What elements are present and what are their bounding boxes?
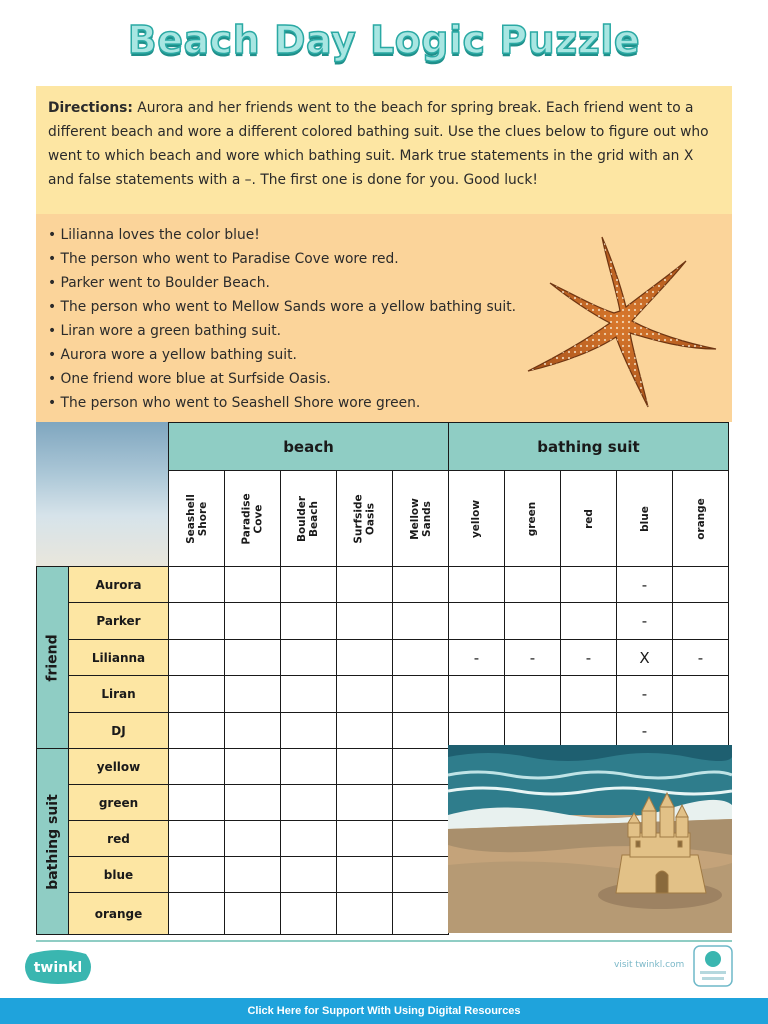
side-header-label: friend	[44, 633, 61, 682]
column-header-suit	[560, 470, 617, 567]
row-label-suit: red	[68, 820, 169, 857]
grid-cell[interactable]	[224, 784, 281, 821]
grid-cell[interactable]	[336, 784, 393, 821]
grid-cell[interactable]: -	[616, 675, 673, 713]
grid-cell[interactable]	[392, 566, 449, 603]
grid-cell[interactable]	[168, 566, 225, 603]
row-label-suit: blue	[68, 856, 169, 893]
twinkl-logo[interactable]	[22, 950, 94, 984]
grid-cell[interactable]	[168, 712, 225, 749]
grid-cell[interactable]	[336, 748, 393, 785]
grid-cell[interactable]	[448, 602, 505, 640]
twinkl-logo-text: twinkl	[33, 960, 83, 976]
grid-cell[interactable]	[392, 602, 449, 640]
visit-link[interactable]: visit twinkl.com	[614, 960, 685, 970]
column-header-label: red	[582, 508, 595, 529]
column-header-label: Paradise Cove	[240, 492, 265, 545]
beach-header: beach	[168, 422, 449, 471]
grid-cell[interactable]	[280, 566, 337, 603]
grid-cell[interactable]	[448, 712, 505, 749]
column-header-suit	[448, 470, 505, 567]
grid-cell[interactable]	[280, 784, 337, 821]
directions-text: Aurora and her friends went to the beach for spring break. Each friend went to a different beach and wore a different colored bathing suit. Use the clues below to figure out who went to which beach and wore which bathing suit. Mark true statements in the grid with an X and false statements with a –. The first one is done for you. Good luck!	[48, 100, 709, 188]
column-header-label: Seashell Shore	[184, 493, 209, 544]
grid-cell[interactable]	[448, 675, 505, 713]
row-label-friend: DJ	[68, 712, 169, 749]
grid-cell[interactable]	[224, 856, 281, 893]
grid-cell[interactable]	[168, 820, 225, 857]
grid-cell[interactable]	[280, 712, 337, 749]
column-header-label: Mellow Sands	[408, 497, 433, 540]
row-label-friend: Lilianna	[68, 639, 169, 676]
grid-cell[interactable]	[504, 675, 561, 713]
column-header-suit	[616, 470, 673, 567]
page-title: Beach Day Logic Puzzle	[127, 18, 641, 62]
row-label-suit: green	[68, 784, 169, 821]
grid-cell[interactable]	[392, 784, 449, 821]
side-header-label: bathing suit	[44, 793, 61, 890]
grid-cell[interactable]	[448, 566, 505, 603]
grid-cell[interactable]	[336, 856, 393, 893]
grid-cell[interactable]	[560, 712, 617, 749]
row-label-friend: Parker	[68, 602, 169, 640]
row-label-friend: Aurora	[68, 566, 169, 603]
grid-cell[interactable]	[168, 639, 225, 676]
grid-cell[interactable]	[280, 602, 337, 640]
column-header-beach	[224, 470, 281, 567]
grid-cell[interactable]	[392, 675, 449, 713]
grid-cell[interactable]	[280, 892, 337, 935]
grid-cell[interactable]	[280, 820, 337, 857]
directions-box	[36, 86, 732, 214]
sky-illustration	[36, 422, 168, 566]
grid-cell[interactable]	[168, 675, 225, 713]
clue-item: • Liran wore a green bathing suit.	[48, 319, 720, 343]
grid-cell[interactable]	[224, 602, 281, 640]
grid-cell[interactable]	[504, 602, 561, 640]
column-header-suit	[672, 470, 729, 567]
grid-cell[interactable]: -	[560, 639, 617, 676]
grid-cell[interactable]	[224, 820, 281, 857]
friend-side-header	[36, 566, 69, 749]
grid-cell[interactable]	[224, 675, 281, 713]
column-header-beach	[280, 470, 337, 567]
clue-item: • One friend wore blue at Surfside Oasis.	[48, 367, 720, 391]
grid-cell[interactable]: -	[672, 639, 729, 676]
column-header-label: Surfside Oasis	[352, 493, 377, 544]
clue-item: • The person who went to Paradise Cove wore red.	[48, 247, 720, 271]
grid-cell[interactable]	[168, 784, 225, 821]
grid-cell[interactable]	[336, 566, 393, 603]
row-label-friend: Liran	[68, 675, 169, 713]
support-link-bar[interactable]: Click Here for Support With Using Digital Resources	[0, 998, 768, 1024]
grid-cell[interactable]	[168, 856, 225, 893]
grid-cell[interactable]	[224, 892, 281, 935]
column-header-suit	[504, 470, 561, 567]
grid-cell[interactable]	[336, 712, 393, 749]
grid-cell[interactable]	[280, 675, 337, 713]
sandcastle-illustration	[448, 745, 732, 933]
grid-cell[interactable]	[392, 856, 449, 893]
column-header-label: orange	[694, 497, 707, 540]
grid-cell[interactable]: -	[504, 639, 561, 676]
column-header-label: Boulder Beach	[296, 495, 321, 542]
row-label-suit: orange	[68, 892, 169, 935]
grid-cell[interactable]	[392, 712, 449, 749]
quality-badge-icon	[692, 944, 734, 988]
grid-cell[interactable]: X	[616, 639, 673, 676]
clue-item: • Parker went to Boulder Beach.	[48, 271, 720, 295]
grid-cell[interactable]	[168, 602, 225, 640]
grid-cell[interactable]	[672, 566, 729, 603]
starfish-illustration	[508, 224, 728, 414]
grid-cell[interactable]	[168, 892, 225, 935]
grid-cell[interactable]	[336, 820, 393, 857]
grid-cell[interactable]	[336, 892, 393, 935]
bathing-suit-side-header	[36, 748, 69, 935]
grid-cell[interactable]	[392, 748, 449, 785]
grid-cell[interactable]	[504, 712, 561, 749]
grid-cell[interactable]	[672, 602, 729, 640]
column-header-label: yellow	[470, 499, 483, 538]
grid-cell[interactable]	[672, 712, 729, 749]
column-header-label: green	[526, 501, 539, 536]
grid-cell[interactable]	[224, 748, 281, 785]
clue-item: • The person who went to Mellow Sands wore a yellow bathing suit.	[48, 295, 720, 319]
grid-cell[interactable]	[280, 639, 337, 676]
footer-divider	[36, 940, 732, 942]
grid-cell[interactable]	[336, 639, 393, 676]
grid-cell[interactable]	[224, 639, 281, 676]
grid-cell[interactable]: -	[616, 602, 673, 640]
directions-label: Directions:	[48, 100, 133, 116]
grid-cell[interactable]	[392, 892, 449, 935]
grid-cell[interactable]	[560, 602, 617, 640]
row-label-suit: yellow	[68, 748, 169, 785]
grid-cell[interactable]	[392, 639, 449, 676]
grid-cell[interactable]	[224, 712, 281, 749]
grid-cell[interactable]	[336, 675, 393, 713]
grid-cell[interactable]	[504, 566, 561, 603]
clue-item: • Lilianna loves the color blue!	[48, 223, 720, 247]
grid-cell[interactable]	[672, 675, 729, 713]
grid-cell[interactable]	[560, 566, 617, 603]
column-header-beach	[168, 470, 225, 567]
grid-cell[interactable]: -	[616, 566, 673, 603]
grid-cell[interactable]	[168, 748, 225, 785]
grid-cell[interactable]: -	[616, 712, 673, 749]
grid-cell[interactable]	[280, 748, 337, 785]
clue-item: • The person who went to Seashell Shore wore green.	[48, 391, 720, 415]
column-header-beach	[336, 470, 393, 567]
column-header-beach	[392, 470, 449, 567]
grid-cell[interactable]	[336, 602, 393, 640]
column-header-label: blue	[638, 505, 651, 532]
grid-cell[interactable]: -	[448, 639, 505, 676]
grid-cell[interactable]	[392, 820, 449, 857]
clue-item: • Aurora wore a yellow bathing suit.	[48, 343, 720, 367]
grid-cell[interactable]	[224, 566, 281, 603]
grid-cell[interactable]	[280, 856, 337, 893]
bathing-suit-header: bathing suit	[448, 422, 729, 471]
grid-cell[interactable]	[560, 675, 617, 713]
